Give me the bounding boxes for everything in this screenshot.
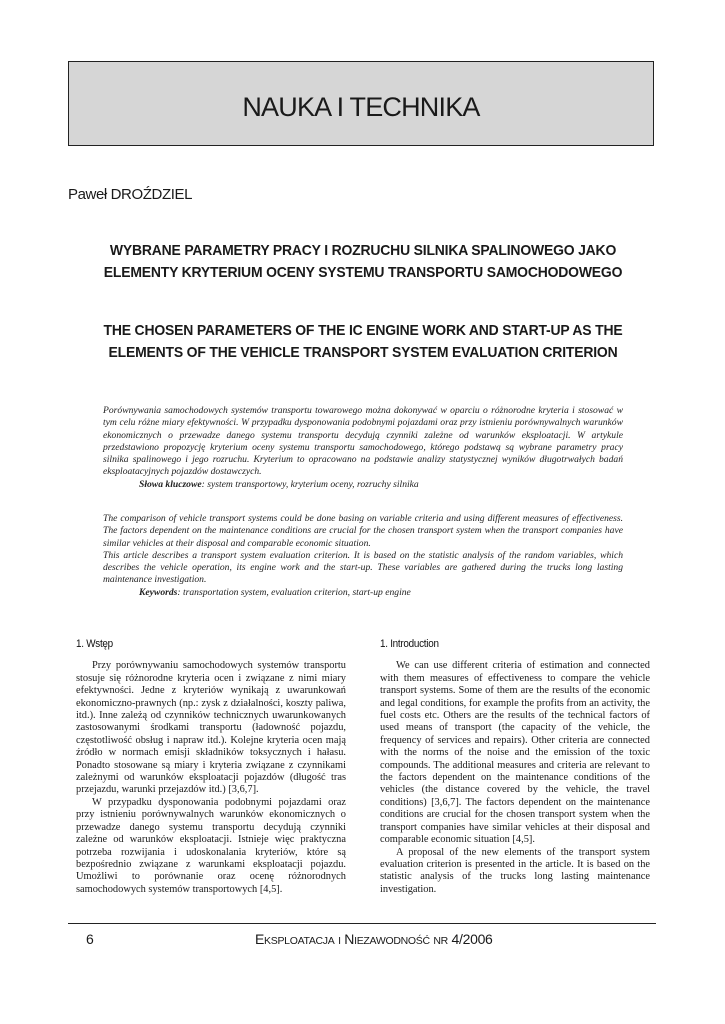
abstract-english — [103, 513, 623, 599]
journal-i: I — [338, 935, 341, 947]
keywords-polish — [139, 479, 623, 491]
keywords-english — [139, 587, 623, 599]
journal-ksploatacja: KSPLOATACJA — [264, 935, 335, 947]
banner-title: NAUKA I TECHNIKA — [242, 92, 480, 122]
paragraph-english-1: We can use different criteria of estimation and connected with them measures of effectiveness to compare the vehicle transport systems. Some of them are the results of the economic and legal conditions, for example the profits from an activity, the fuel costs etc. Others are the results of the technical factors of used means of transport (the capacity of the vehicle, the frequency of services and repairs). Other criteria are connected with the norms of the noise and the emission of the toxic compounds. The additional measures and criteria are relevant to the factors dependent on the maintenance conditions of the vehicles (the distance covered by the vehicle, the travel conditions) [3,6,7]. The factors dependent on the maintenance conditions are crucial for the chosen transport system when the transport companies have similar vehicles at their disposal and comparable economic situation [4,5]. — [380, 660, 650, 846]
column-english — [380, 638, 650, 896]
abstract-polish — [103, 405, 623, 491]
page-number: 6 — [86, 931, 94, 947]
journal-n: N — [344, 931, 355, 947]
abstract-polish-text: Porównywania samochodowych systemów transportu towarowego można dokonywać w oparciu o różnorodne kryteria i stosować w tym celu różne miary efektywności. W przypadku dysponowania podobnymi pojazdami oraz przy istnieniu porównywalnych warunków ekonomicznych o przewadze danego systemu transportu decydują czynniki zależne od warunków eksploatacji. W artykule przedstawiono propozycję kryterium oceny systemu transportu samochodowego, którego podstawą są wybrane parametry pracy silnika spalinowego i jego rozruchu. Kryterium to opracowano na podstawie analizy statystycznej wyników długotrwałych badań eksploatacyjnych pojazdów dostawczych. — [103, 405, 623, 478]
abstract-english-text-1: The comparison of vehicle transport systems could be done basing on variable criteria and using different measures of effectiveness. The factors dependent on the maintenance conditions are crucial for the chosen transport system when the transport companies have similar vehicles at their disposal and comparable economic situation. — [103, 513, 623, 549]
journal-issue: 4/2006 — [451, 931, 493, 947]
keywords-english-label: Keywords — [139, 586, 178, 598]
paragraph-polish-1: Przy porównywaniu samochodowych systemów transportu stosuje się różnorodne kryteria ocen i związane z nimi miary efektywności. Jedne z kryteriów wynikają z uwarunkowań ekonomiczno-prawnych (np.: zysk z działalności, koszty paliwa, itd.). Inne zależą od czynników technicznych uwarunkowanych zastosowanymi środkami transportu (ładowność pojazdu, częstotliwość obsług i napraw itd.). Kolejne kryteria ocen mają źródło w normach emisji składników toksycznych i hałasu. Ponadto stosowane są miary i kryteria związane z czynnikami zależnymi od warunków eksploatacji pojazdów (długość tras przejazdu, warunki przejazdów itd.) [3,6,7]. — [76, 660, 346, 796]
section-heading-english: 1. Introduction — [380, 638, 439, 650]
column-polish — [76, 638, 346, 896]
keywords-english-values: : transportation system, evaluation criterion, start-up engine — [177, 586, 411, 598]
keywords-polish-values: : system transportowy, kryterium oceny, rozruchy silnika — [201, 478, 419, 490]
footer-divider — [68, 923, 656, 924]
journal-iezawodnosc: IEZAWODNOŚĆ — [354, 935, 430, 947]
section-heading-polish: 1. Wstęp — [76, 638, 113, 650]
title-english: THE CHOSEN PARAMETERS OF THE IC ENGINE WORK AND START-UP AS THE ELEMENTS OF THE VEHICLE TRANSPORT SYSTEM EVALUATION CRITERION — [103, 322, 623, 361]
keywords-polish-label: Słowa kluczowe — [139, 478, 202, 490]
paragraph-polish-2: W przypadku dysponowania podobnymi pojazdami oraz przy istnieniu porównywalnych warunków ekonomicznych o przewadze danego systemu transportu decydują czynniki zależne od warunków eksploatacji. Istnieje więc praktyczna potrzeba rozwijania i udoskonalania kryteriów, które są bezpośrednio związane z warunkami eksploatacji pojazdu. Umożliwi to porównanie oraz ocenę różnorodnych samochodowych systemów transportowych [4,5]. — [76, 796, 346, 895]
paragraph-english-2: A proposal of the new elements of the transport system evaluation criterion is presented in the article. It is based on the statistic analysis of the trucks long lasting maintenance investigation. — [380, 846, 650, 895]
title-polish: WYBRANE PARAMETRY PRACY I ROZRUCHU SILNIKA SPALINOWEGO JAKO ELEMENTY KRYTERIUM OCENY SYSTEMU TRANSPORTU SAMOCHODOWEGO — [103, 242, 623, 281]
journal-name — [255, 931, 493, 947]
abstract-english-text-2: This article describes a transport system evaluation criterion. It is based on the statistic analysis of the random variables, which describes the vehicle operation, its engine work and the start-up. These variables are gathered during the trucks long lasting maintenance investigation. — [103, 549, 623, 586]
author-name: Paweł DROŹDZIEL — [68, 186, 193, 203]
journal-nr: NR — [433, 935, 448, 947]
journal-e: E — [255, 931, 265, 947]
section-banner — [68, 61, 654, 146]
